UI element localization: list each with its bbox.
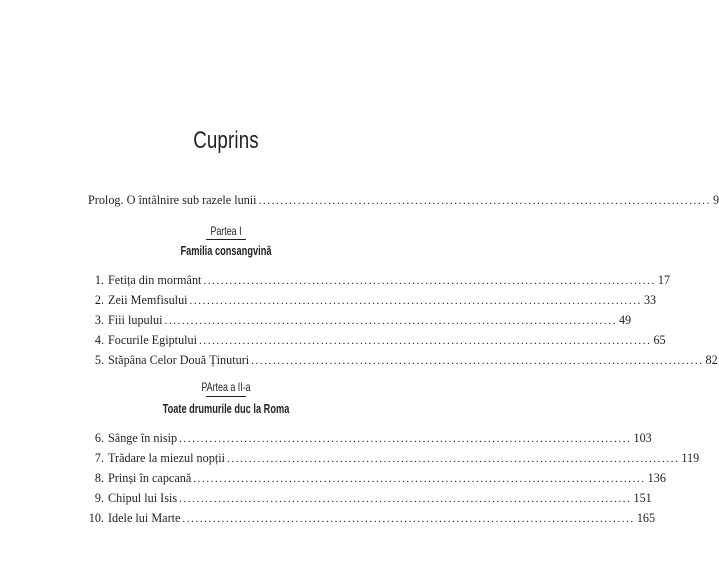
entry-number: 8. xyxy=(94,471,104,485)
leader-dots: ........................................................................................................ xyxy=(179,433,632,445)
entry-number: 5. xyxy=(94,353,104,367)
part-divider xyxy=(206,396,246,397)
entry-number: 7. xyxy=(94,451,104,465)
leader-dots: ........................................................................................................ xyxy=(179,493,632,505)
entry-label: Fetița din mormânt xyxy=(108,273,202,287)
entry-label: Fiii lupului xyxy=(108,313,163,327)
toc-entry xyxy=(88,430,652,446)
entry-label: Prinși în capcană xyxy=(108,471,192,485)
entry-label: Chipul lui Isis xyxy=(108,491,178,505)
entry-label: Trădare la miezul nopții xyxy=(108,451,225,465)
leader-dots: ........................................................................................................ xyxy=(164,315,617,327)
entry-number: 6. xyxy=(94,431,104,445)
leader-dots: ........................................................................................................ xyxy=(203,275,656,287)
entry-label: Prolog. O întâlnire sub razele lunii xyxy=(88,193,257,207)
leader-dots: ........................................................................................................ xyxy=(251,355,704,367)
entry-page-number: 151 xyxy=(633,491,652,505)
entry-page-number: 33 xyxy=(643,293,657,307)
toc-entry xyxy=(88,470,666,486)
toc-entry xyxy=(88,352,718,368)
entry-number: 1. xyxy=(94,273,104,287)
entry-label: Sânge în nisip xyxy=(108,431,178,445)
toc-entry xyxy=(88,312,632,328)
part-title: Toate drumurile duc la Roma xyxy=(162,402,290,416)
toc-entry xyxy=(88,490,652,506)
part-title: Familia consangvină xyxy=(180,244,272,258)
part-label: Partea I xyxy=(210,224,242,238)
entry-page-number: 17 xyxy=(657,273,671,287)
toc-entry xyxy=(88,450,700,466)
entry-label: Zeii Memfisului xyxy=(108,293,188,307)
entry-page-number: 165 xyxy=(636,511,656,525)
entry-number: 4. xyxy=(94,333,104,347)
entry-number: 3. xyxy=(94,313,104,327)
entry-label: Stăpâna Celor Două Ținuturi xyxy=(108,353,250,367)
toc-entry xyxy=(82,510,656,526)
entry-page-number: 49 xyxy=(618,313,632,327)
part-label: PArtea a II-a xyxy=(201,380,251,394)
entry-page-number: 9 xyxy=(712,193,719,207)
toc-entry xyxy=(88,332,666,348)
entry-number: 10. xyxy=(88,511,104,525)
entry-page-number: 103 xyxy=(633,431,652,445)
entry-label: Focurile Egiptului xyxy=(108,333,198,347)
entry-number: 9. xyxy=(94,491,104,505)
entry-page-number: 82 xyxy=(705,353,718,367)
toc-entry xyxy=(88,292,657,308)
entry-page-number: 136 xyxy=(647,471,666,485)
leader-dots: ........................................................................................................ xyxy=(189,295,642,307)
leader-dots: ........................................................................................................ xyxy=(227,453,680,465)
entry-page-number: 65 xyxy=(653,333,666,347)
leader-dots: ........................................................................................................ xyxy=(182,513,635,525)
toc-entry-prologue xyxy=(88,192,719,208)
leader-dots: ........................................................................................................ xyxy=(193,473,646,485)
entry-label: Idele lui Marte xyxy=(108,511,181,525)
leader-dots: ........................................................................................................ xyxy=(199,335,652,347)
part-divider xyxy=(206,239,246,240)
leader-dots: ........................................................................................................ xyxy=(258,195,711,207)
toc-entry xyxy=(88,272,671,288)
toc-title: Cuprins xyxy=(193,127,259,154)
entry-number: 2. xyxy=(94,293,104,307)
entry-page-number: 119 xyxy=(681,451,700,465)
